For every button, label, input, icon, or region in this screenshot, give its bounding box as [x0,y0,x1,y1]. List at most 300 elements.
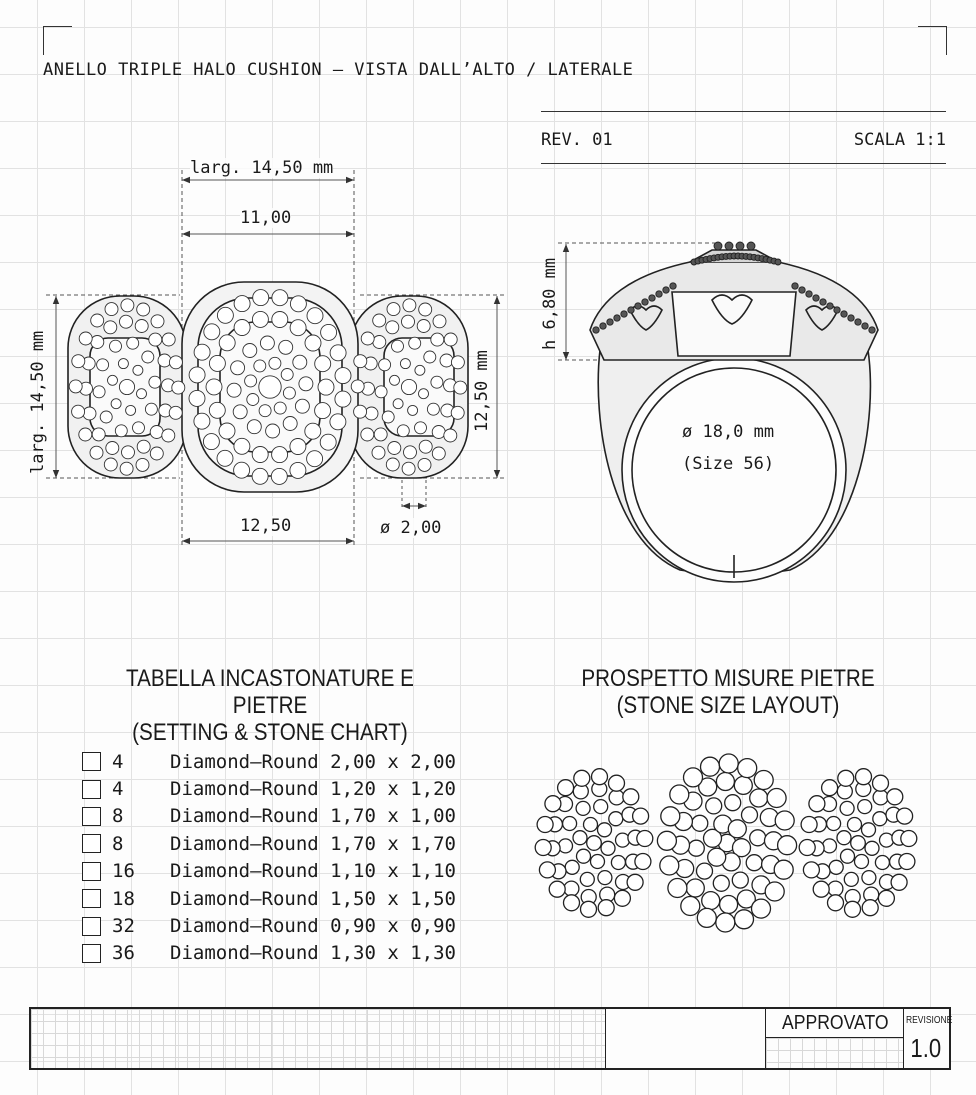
dim-left-height: larg. 14,50 mm [28,330,48,474]
pave-stone [415,422,427,434]
pave-stone [400,359,410,369]
layout-stone [765,882,784,901]
layout-stone [862,871,876,885]
layout-stone [701,757,720,776]
layout-stone [822,780,838,796]
pave-stone [419,389,429,399]
layout-stone [844,872,858,886]
side-stone [670,283,676,289]
pave-stone [120,462,133,475]
dim-head-height: h 6,80 mm [540,257,560,350]
layout-stone [752,899,771,918]
stone-qty: 4 [112,778,124,801]
side-stone [642,299,648,305]
pave-stone [209,355,225,371]
pave-stone [307,308,323,324]
layout-stone [559,839,573,853]
stone-layout-heading-line2: (STONE SIZE LAYOUT) [616,692,840,719]
layout-stone [594,800,608,814]
pave-stone [69,380,82,393]
layout-stone [584,818,598,832]
pave-stone [91,336,104,349]
side-stone [792,283,798,289]
pave-stone [104,458,117,471]
pave-stone [390,375,400,385]
layout-stone [750,789,768,807]
layout-stone [732,872,748,888]
pave-stone [137,303,150,316]
pave-stone [382,411,394,423]
pave-stone [110,340,122,352]
layout-stone [660,856,679,875]
side-stone [663,287,669,293]
pave-stone [272,290,288,306]
pave-stone [189,390,205,406]
pave-stone [375,386,387,398]
pave-stone [283,387,295,399]
stone-checkbox[interactable] [82,807,101,826]
side-stone [834,307,840,313]
pave-stone [231,361,245,375]
title-block [29,1007,951,1070]
pave-stone [91,314,104,327]
pave-stone [418,458,431,471]
layout-stone [657,831,676,850]
pave-stone [444,429,457,442]
pave-stone [72,405,85,418]
stone-chart-heading-line2: (SETTING & STONE CHART) [132,719,408,746]
stone-qty: 16 [112,860,135,883]
layout-stone [735,910,754,929]
layout-stone [725,795,741,811]
layout-stone [837,831,851,845]
pave-stone [354,405,367,418]
pave-stone [388,442,401,455]
stone-checkbox[interactable] [82,752,101,771]
layout-stone [899,854,915,870]
layout-stone [856,769,872,785]
side-stone [628,307,634,313]
stone-checkbox[interactable] [82,944,101,963]
side-stone [813,295,819,301]
side-stone [714,242,722,250]
pave-stone [361,332,374,345]
layout-stone [728,820,746,838]
pave-stone [386,458,399,471]
revision-value: 1.0 [910,1033,941,1063]
pave-stone [150,447,163,460]
side-stone [593,327,599,333]
layout-stone [801,817,817,833]
layout-stone [838,770,854,786]
pave-stone [274,402,286,414]
pave-stone [90,446,103,459]
pave-stone [451,356,464,369]
pave-stone [93,386,105,398]
stone-chart-heading [89,665,450,746]
pave-stone [432,426,445,439]
layout-stone [706,798,722,814]
layout-stone [827,817,841,831]
pave-stone [133,365,143,375]
pave-stone [137,440,150,453]
pave-stone [271,468,287,484]
layout-stone [855,855,869,869]
layout-stone [858,800,872,814]
layout-stone [637,831,653,847]
pave-stone [451,406,464,419]
pave-stone [121,299,134,312]
pave-stone [189,367,205,383]
stone-chart-row [82,912,456,939]
pave-stone [79,428,92,441]
layout-stone [616,833,630,847]
layout-stone [692,815,708,831]
pave-stone [415,365,425,375]
layout-stone [720,896,738,914]
stone-qty: 8 [112,832,124,855]
side-stone [862,323,868,329]
pave-stone [259,376,281,398]
stone-description: Diamond–Round 1,70 x 1,70 [170,832,456,855]
stone-checkbox[interactable] [82,834,101,853]
layout-stone [627,874,643,890]
layout-stone [746,855,762,871]
pave-stone [97,359,109,371]
layout-stone [716,913,735,932]
stone-description: Diamond–Round 1,70 x 1,00 [170,805,456,828]
pave-stone [295,399,309,413]
layout-stone [697,908,716,927]
layout-stone [774,860,793,879]
side-stone [635,303,641,309]
stone-layout-heading [566,665,889,719]
title-block-blank-cell [605,1009,766,1068]
pave-stone [272,447,288,463]
stone-qty: 8 [112,805,124,828]
layout-stone [609,790,624,805]
pave-stone [162,429,175,442]
side-stone [725,242,733,250]
pave-stone [397,425,409,437]
stone-chart-row [82,885,456,912]
pave-stone [217,450,233,466]
layout-stone [598,871,612,885]
side-stone [747,242,755,250]
pave-stone [409,337,421,349]
layout-stone [564,895,580,911]
pave-stone [419,303,432,316]
pave-stone [234,296,250,312]
ring-size-label: (Size 56) [682,454,775,474]
stone-checkbox[interactable] [82,917,101,936]
pave-stone [305,423,321,439]
pave-stone [402,315,415,328]
layout-stone [887,789,903,805]
side-stone [855,319,861,325]
layout-stone [537,817,553,833]
side-view-ring [590,250,878,582]
pave-stone [204,324,220,340]
pave-stone [408,405,418,415]
pave-stone [105,303,118,316]
pave-stone [118,359,128,369]
layout-stone [564,881,579,896]
layout-stone [614,890,630,906]
stone-chart-row [82,830,456,857]
layout-stone [775,811,794,830]
pave-stone [401,379,416,394]
layout-stone [623,789,639,805]
side-stone [827,303,833,309]
pave-stone [234,462,250,478]
pave-stone [252,447,268,463]
pave-stone [315,356,331,372]
approved-label: APPROVATO [782,1012,889,1034]
side-stone [649,295,655,301]
pave-stone [219,335,235,351]
layout-stone [535,840,551,856]
side-stone [820,299,826,305]
layout-stone [609,812,623,826]
layout-stone [845,901,861,917]
layout-stone [633,808,649,824]
layout-stone [587,836,602,851]
pave-stone [120,315,133,328]
layout-stone [809,796,825,812]
pave-stone [290,296,306,312]
stone-qty: 18 [112,887,135,910]
layout-stone [897,808,913,824]
pave-stone [379,359,391,371]
pave-stone [404,446,417,459]
pave-stone [209,402,225,418]
pave-stone [403,299,416,312]
layout-stone [592,769,608,785]
layout-stone [851,836,866,851]
layout-stone [702,892,720,910]
pave-stone [266,424,280,438]
pave-stone [111,399,121,409]
pave-stone [431,333,444,346]
layout-stone [828,895,844,911]
layout-stone [661,807,680,826]
layout-stone [581,901,597,917]
pave-stone [432,447,445,460]
stone-description: Diamond–Round 1,50 x 1,50 [170,887,456,910]
pave-stone [361,428,374,441]
pave-stone [281,369,293,381]
pave-stone [290,439,306,455]
dim-total-width: larg. 14,50 mm [190,158,334,178]
pave-stone [136,458,149,471]
layout-stone [549,881,565,897]
layout-stone [778,836,797,855]
top-view-pave-stones [69,290,467,485]
layout-stone [598,823,612,837]
pave-stone [247,394,259,406]
layout-stone [716,773,734,791]
pave-stone [373,314,386,327]
layout-stone [873,812,887,826]
pave-stone [108,375,118,385]
layout-stone [697,863,713,879]
layout-stone [708,848,726,866]
layout-stone [573,831,587,845]
stone-description: Diamond–Round 0,90 x 0,90 [170,915,456,938]
pave-stone [122,446,135,459]
drawing-title: ANELLO TRIPLE HALO CUSHION – VISTA DALL’ALTO / LATERALE [43,60,634,80]
pave-stone [234,320,250,336]
pave-stone [305,335,321,351]
layout-stone [545,796,561,812]
pave-stone [149,376,161,388]
pave-stone [243,344,257,358]
stone-chart-row [82,748,456,775]
layout-stone [580,872,594,886]
revision-label: REVISIONE [906,1015,953,1026]
pave-stone [142,351,154,363]
layout-stone [719,754,738,773]
pave-stone [335,391,351,407]
pave-stone [233,405,247,419]
pave-stone [402,462,415,475]
pave-stone [321,324,337,340]
stone-chart-table [82,748,456,967]
layout-stone [862,900,878,916]
stone-layout-heading-line1: PROSPETTO MISURE PIETRE [581,665,875,692]
pave-stone [217,307,233,323]
stone-checkbox[interactable] [82,862,101,881]
pave-stone [253,290,269,306]
stone-chart-row [82,940,456,967]
side-stone [775,259,781,265]
pave-stone [252,468,268,484]
pave-stone [252,311,268,327]
side-stone [799,287,805,293]
pave-stone [219,423,235,439]
stone-checkbox[interactable] [82,780,101,799]
stone-description: Diamond–Round 1,10 x 1,10 [170,860,456,883]
revision-cell [903,1009,953,1068]
layout-stone [901,831,917,847]
side-stone [600,323,606,329]
layout-stone [803,862,819,878]
stone-chart-heading-line1: TABELLA INCASTONATURE E PIETRE [126,665,414,719]
pave-stone [206,379,222,395]
layout-stone [754,771,773,790]
dim-stone-diameter: ø 2,00 [380,518,442,538]
pave-stone [315,403,331,419]
layout-stone [828,881,843,896]
layout-stone [865,841,879,855]
layout-stone [577,849,591,863]
pave-stone [417,320,430,333]
drawing-scale: SCALA 1:1 [853,130,946,150]
layout-stone [668,879,687,898]
pave-stone [203,434,219,450]
pave-stone [433,315,446,328]
pave-stone [293,355,307,369]
pave-stone [373,336,386,349]
side-stone [621,311,627,317]
pave-stone [106,442,119,455]
side-stone [607,319,613,325]
layout-stone [558,780,574,796]
layout-stone [734,776,752,794]
side-stone [656,291,662,297]
layout-stone [591,855,605,869]
stone-qty: 32 [112,915,135,938]
pave-stone [427,403,439,415]
pave-stone [387,303,400,316]
stone-chart-row [82,858,456,885]
revision-number: REV. 01 [541,130,613,150]
layout-stone [840,801,854,815]
layout-stone [713,875,729,891]
pave-stone [72,355,85,368]
pave-stone [151,315,164,328]
pave-stone [126,405,136,415]
side-stone [806,291,812,297]
pave-stone [135,320,148,333]
pave-stone [127,337,139,349]
layout-stone [829,860,843,874]
side-stone [848,315,854,321]
layout-stone [598,900,614,916]
pave-stone [424,351,436,363]
pave-stone [119,379,134,394]
pave-stone [259,405,271,417]
layout-stone [686,879,704,897]
layout-stone [742,807,758,823]
pave-stone [290,320,306,336]
pave-stone [194,344,210,360]
layout-stone [681,897,700,916]
dim-right-height: 12,50 mm [472,350,492,432]
pave-stone [245,375,257,387]
pave-stone [307,451,323,467]
stone-checkbox[interactable] [82,889,101,908]
stone-description: Diamond–Round 2,00 x 2,00 [170,750,456,773]
pave-stone [145,403,157,415]
pave-stone [444,333,457,346]
pave-stone [279,340,293,354]
pave-stone [354,355,367,368]
pave-stone [299,377,313,391]
layout-stone [875,856,889,870]
layout-stone [611,856,625,870]
dim-center-width: 11,00 [240,208,292,228]
pave-stone [169,356,182,369]
pave-stone [150,426,163,439]
layout-stone [891,874,907,890]
pave-stone [372,446,385,459]
pave-stone [104,321,117,334]
pave-stone [115,425,127,437]
layout-stone [813,881,829,897]
layout-stone [862,823,876,837]
layout-stone [576,801,590,815]
layout-stone [823,839,837,853]
pave-stone [162,333,175,346]
layout-stone [565,860,579,874]
pave-stone [419,440,432,453]
side-stone [841,311,847,317]
layout-stone [799,840,815,856]
layout-stone [873,790,888,805]
stone-chart-row [82,775,456,802]
